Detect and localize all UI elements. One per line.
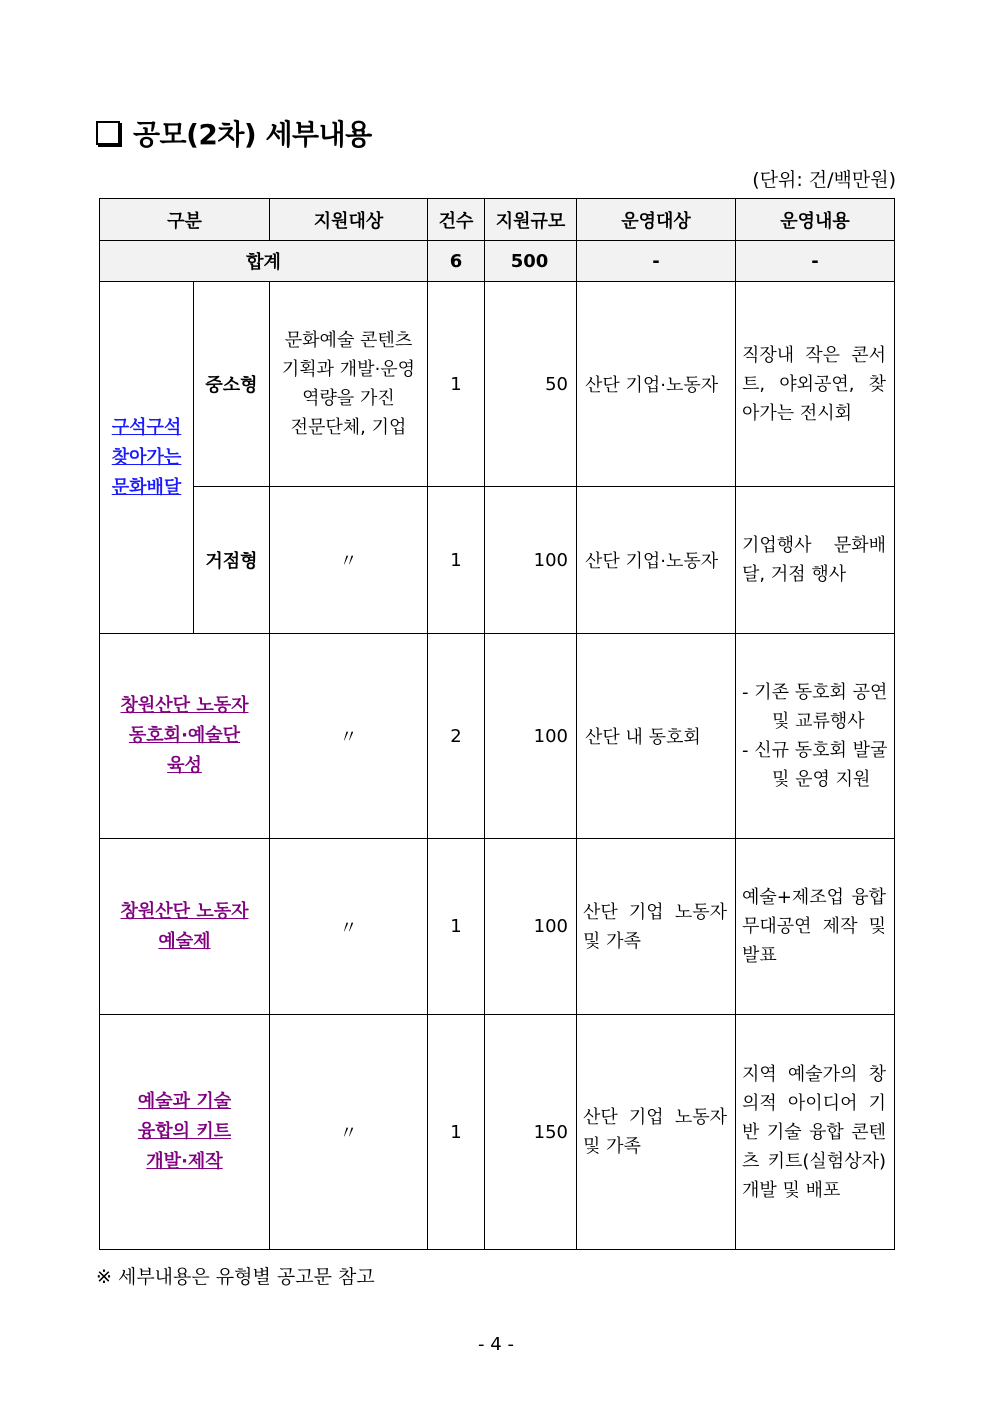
target-line: 기획과 개발·운영	[281, 359, 416, 380]
amount-cell: 100	[485, 839, 577, 1015]
program-cell	[100, 839, 270, 1015]
unit-label: (단위: 건/백만원)	[752, 169, 896, 191]
table-header-row	[100, 199, 895, 241]
table-row	[100, 839, 895, 1015]
program-name-line[interactable]: 융합의 키트	[137, 1121, 232, 1142]
program-name-line[interactable]: 찾아가는	[111, 446, 182, 468]
operator-cell: 산단 기업·노동자	[577, 487, 736, 634]
content-list-line: - 기존 동호회 공연	[742, 682, 888, 703]
header-content: 운영내용	[736, 199, 895, 241]
content-list-line: - 신규 동호회 발굴	[742, 740, 888, 761]
total-operator: -	[577, 241, 736, 282]
content-cell: 지역 예술가의 창의적 아이디어 기반 기술 융합 콘텐츠 키트(실험상자) 개발 및 배포	[736, 1015, 895, 1250]
content-cell	[736, 634, 895, 839]
header-target: 지원대상	[270, 199, 428, 241]
target-cell	[270, 282, 428, 487]
section-title	[96, 113, 372, 153]
content-cell: 직장내 작은 콘서트, 야외공연, 찾아가는 전시회	[736, 282, 895, 487]
program-cell	[100, 634, 270, 839]
header-operator: 운영대상	[577, 199, 736, 241]
program-name-line[interactable]: 개발·제작	[146, 1151, 223, 1172]
table-row	[100, 487, 895, 634]
table-row	[100, 1015, 895, 1250]
program-name-line[interactable]: 예술과 기술	[137, 1091, 232, 1112]
total-row	[100, 241, 895, 282]
target-cell: 〃	[270, 1015, 428, 1250]
target-cell: 〃	[270, 634, 428, 839]
count-cell: 1	[428, 839, 485, 1015]
target-line: 역량을 가진	[302, 388, 395, 409]
program-name-line[interactable]: 동호회·예술단	[128, 725, 241, 746]
type-cell: 거점형	[194, 487, 270, 634]
count-cell: 2	[428, 634, 485, 839]
amount-cell: 50	[485, 282, 577, 487]
target-line: 전문단체, 기업	[290, 417, 407, 438]
total-amount: 500	[485, 241, 577, 282]
checkbox-square-icon	[96, 121, 120, 145]
header-amount: 지원규모	[485, 199, 577, 241]
count-cell: 1	[428, 1015, 485, 1250]
amount-cell: 100	[485, 634, 577, 839]
amount-cell: 100	[485, 487, 577, 634]
detail-table	[99, 198, 895, 1250]
table-row	[100, 282, 895, 487]
count-cell: 1	[428, 487, 485, 634]
content-list-line: 및 교류행사	[772, 711, 865, 732]
content-cell: 예술+제조업 융합 무대공연 제작 및 발표	[736, 839, 895, 1015]
target-cell: 〃	[270, 487, 428, 634]
program-cell	[100, 1015, 270, 1250]
target-cell: 〃	[270, 839, 428, 1015]
page-number: - 4 -	[478, 1334, 514, 1355]
header-count: 건수	[428, 199, 485, 241]
section-title-text: 공모(2차) 세부내용	[133, 118, 372, 151]
program-cell	[100, 282, 194, 634]
program-name-line[interactable]: 창원산단 노동자	[120, 900, 249, 922]
type-cell: 중소형	[194, 282, 270, 487]
program-name-line[interactable]: 구석구석	[111, 416, 182, 438]
footnote: ※ 세부내용은 유형별 공고문 참고	[96, 1266, 375, 1288]
total-content: -	[736, 241, 895, 282]
operator-cell: 산단 기업·노동자	[577, 282, 736, 487]
program-name-line[interactable]: 육성	[167, 755, 202, 776]
total-count: 6	[428, 241, 485, 282]
program-name-line[interactable]: 문화배달	[111, 476, 182, 498]
header-category: 구분	[100, 199, 270, 241]
operator-cell: 산단 내 동호회	[577, 634, 736, 839]
target-line: 문화예술 콘텐츠	[284, 330, 413, 351]
count-cell: 1	[428, 282, 485, 487]
content-list-line: 및 운영 지원	[772, 769, 871, 790]
table-row	[100, 634, 895, 839]
content-cell: 기업행사 문화배달, 거점 행사	[736, 487, 895, 634]
operator-cell: 산단 기업 노동자 및 가족	[577, 1015, 736, 1250]
program-name-line[interactable]: 창원산단 노동자	[120, 695, 249, 716]
program-name-line[interactable]: 예술제	[158, 930, 211, 952]
operator-cell: 산단 기업 노동자 및 가족	[577, 839, 736, 1015]
amount-cell: 150	[485, 1015, 577, 1250]
total-label: 합계	[100, 241, 428, 282]
